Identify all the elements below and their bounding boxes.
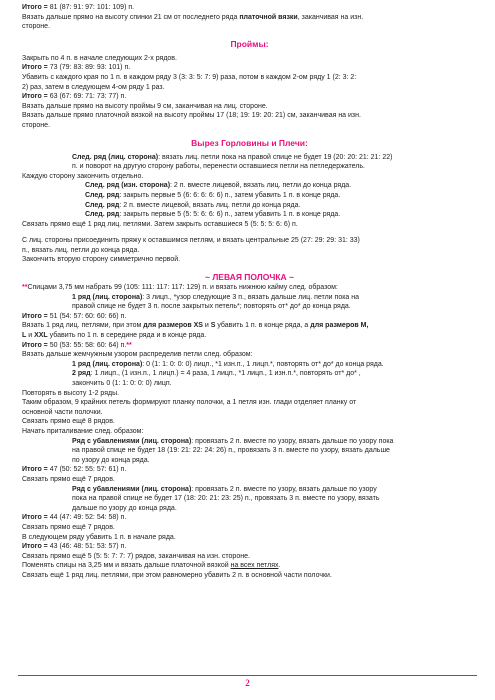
- paragraph: L и XXL убавить по 1 п. в середине ряда и в конце ряда.: [22, 332, 207, 340]
- paragraph: основной части полочки.: [22, 408, 103, 416]
- paragraph: Вязать дальше прямо на высоту спинки 21 см от последнего ряда платочной вязки, заканчивая на изн.: [22, 13, 364, 21]
- paragraph: 2) раз, затем в следующем 4-ом ряду 1 раз.: [22, 83, 165, 91]
- row-instruction: на правой спице не будет 18 (19: 21: 22: 24: 26) п., провязать 3 п. вместе по узору, вязать дальше: [72, 447, 390, 455]
- paragraph: Связать прямо ещё 5 (5: 5: 7: 7: 7) рядов, заканчивая на изн. стороне.: [22, 552, 250, 560]
- total-line: Итого = 43 (46: 48: 51: 53: 57) п.: [22, 543, 127, 551]
- row-instruction: 1 ряд (лиц. сторона): 3 лицп., *узор следующие 3 п., вязать дальше лиц. петли пока на: [72, 293, 360, 301]
- paragraph: стороне.: [22, 121, 51, 129]
- row-instruction: Ряд с убавлениями (лиц. сторона): провязать 2 п. вместе по узору, вязать дальше по узору пока: [72, 437, 394, 445]
- paragraph: Вязать 1 ряд лиц. петлями, при этом для размеров XS и S убавить 1 п. в конце ряда, а для размеров M,: [22, 322, 369, 330]
- paragraph: Вязать дальше прямо на высоту проймы 9 см, заканчивая на лиц. стороне.: [22, 102, 268, 110]
- row-instruction: пока на правой спице не будет 17 (18: 20: 21: 23: 25) п., провязать 3 п. вместе по узору, вязать: [72, 495, 380, 503]
- paragraph: Закрыть по 4 п. в начале следующих 2-х рядов.: [22, 54, 177, 62]
- total-line: Итого = 44 (47: 49: 52: 54: 58) п.: [22, 514, 127, 522]
- row-instruction: закончить 0 (1: 1: 0: 0: 0) лицп.: [72, 380, 172, 387]
- total-line: Итого = 47 (50: 52: 55: 57: 61) п.: [22, 466, 127, 474]
- row-instruction: Ряд с убавлениями (лиц. сторона): провязать 2 п. вместе по узору, вязать дальше по узору: [72, 485, 377, 493]
- paragraph: Убавить с каждого края по 1 п. в каждом ряду 3 (3: 3: 5: 7: 9) раза, потом в каждом 2-ом ряду 1 (2: 3: 2:: [22, 73, 357, 81]
- total-line: Итого = 50 (53: 55: 58: 60: 64) п.**: [22, 341, 132, 349]
- total-line: Итого = 81 (87: 91: 97: 101: 109) п.: [22, 4, 135, 11]
- paragraph: Таким образом, 9 крайних петель формируют планку полочки, а 1 петля изн. глади отделяет планку от: [22, 399, 357, 407]
- paragraph: Начать приталивание след. образом:: [22, 427, 144, 435]
- total-line: Итого = 51 (54: 57: 60: 60: 66) п.: [22, 312, 127, 320]
- row-instruction: правой спице не будет 3 п. после закрытых петель*; повторять от* до* до конца ряда.: [72, 303, 351, 311]
- total-line: Итого = 63 (67: 69: 71: 73: 77) п.: [22, 93, 127, 101]
- footer-divider: [18, 675, 477, 676]
- paragraph: Вязать дальше жемчужным узором распределив петли след. образом:: [22, 351, 253, 359]
- row-instruction: дальше по узору до конца ряда.: [72, 504, 177, 512]
- paragraph: стороне.: [22, 23, 51, 31]
- total-line: Итого = 73 (79: 83: 89: 93: 101) п.: [22, 64, 131, 72]
- paragraph: Связать прямо ещё 7 рядов.: [22, 523, 115, 531]
- paragraph: Вязать дальше прямо платочной вязкой на высоту проймы 17 (18; 19: 19: 20: 21) см, заканчивая на изн.: [22, 112, 361, 120]
- paragraph: Поменять спицы на 3,25 мм и вязать дальше платочной вязкой на всех петлях.: [22, 562, 281, 570]
- page-number: 2: [245, 678, 250, 688]
- section-heading-neck: Вырез Горловины и Плечи:: [191, 137, 308, 148]
- paragraph: В следующем ряду убавить 1 п. в начале ряда.: [22, 533, 176, 541]
- row-instruction: След. ряд: закрыть первые 5 (6: 6: 6: 6: 6) п., затем убавить 1 п. в конце ряда.: [85, 191, 341, 199]
- paragraph: Связать прямо ещё 7 рядов.: [22, 475, 115, 483]
- row-instruction: След. ряд: закрыть первые 5 (5: 5: 6: 6: 6) п., затем убавить 1 п. в конце ряда.: [85, 211, 341, 219]
- section-heading-armholes: Проймы:: [230, 38, 269, 49]
- paragraph: Повторять в высоту 1-2 ряды.: [22, 389, 120, 397]
- paragraph: Каждую сторону закончить отдельно.: [22, 172, 144, 180]
- paragraph: Связать прямо ещё 8 рядов.: [22, 418, 115, 426]
- row-instruction: по узору до конца ряда.: [72, 456, 150, 464]
- paragraph: С лиц. стороны присоединить пряжу к оставшимся петлям, и вязать центральные 25 (27: 29: 29: 31: 33): [22, 237, 360, 245]
- row-instruction: След. ряд: 2 п. вместе лицевой, вязать лиц. петли до конца ряда.: [85, 201, 301, 209]
- paragraph: Закончить вторую сторону симметрично первой.: [22, 256, 181, 264]
- row-instruction: След. ряд (лиц. сторона): вязать лиц. петли пока на правой спице не будет 19 (20: 20: 21: 21: 22): [72, 153, 393, 161]
- paragraph: Связать ещё 1 ряд лиц. петлями, при этом равномерно убавить 2 п. в основной части полочки.: [22, 571, 332, 579]
- paragraph: п., вязать лиц. петли до конца ряда.: [22, 246, 140, 254]
- row-instruction: п. и поворот на другую сторону работы, перенести оставшиеся петли на петледержатель.: [72, 163, 365, 171]
- paragraph: Связать прямо ещё 1 ряд лиц. петлями. Затем закрыть оставшиеся 5 (5: 5: 5: 6: 6) п.: [22, 220, 298, 228]
- paragraph: **Спицами 3,75 мм набрать 99 (105: 111: 117: 117: 129) п. и вязать нижнюю кайму след. образом:: [22, 284, 338, 292]
- row-instruction: След. ряд (изн. сторона): 2 п. вместе лицевой, вязать лиц. петли до конца ряда.: [85, 182, 352, 190]
- row-instruction: 2 ряд: 1 лицп., (1 изн.п., 1 лицп.) = 4 раза, 1 лицп., *1 лицп., 1 изн.п.*, повторять от* до* ,: [72, 370, 361, 378]
- section-heading-left-front: ~ ЛЕВАЯ ПОЛОЧКА ~: [205, 272, 294, 283]
- row-instruction: 1 ряд (лиц. сторона): 0 (1: 1: 0: 0: 0) лицп., *1 изн.п., 1 лицп.*, повторять от* до* до конца ряда.: [72, 360, 384, 368]
